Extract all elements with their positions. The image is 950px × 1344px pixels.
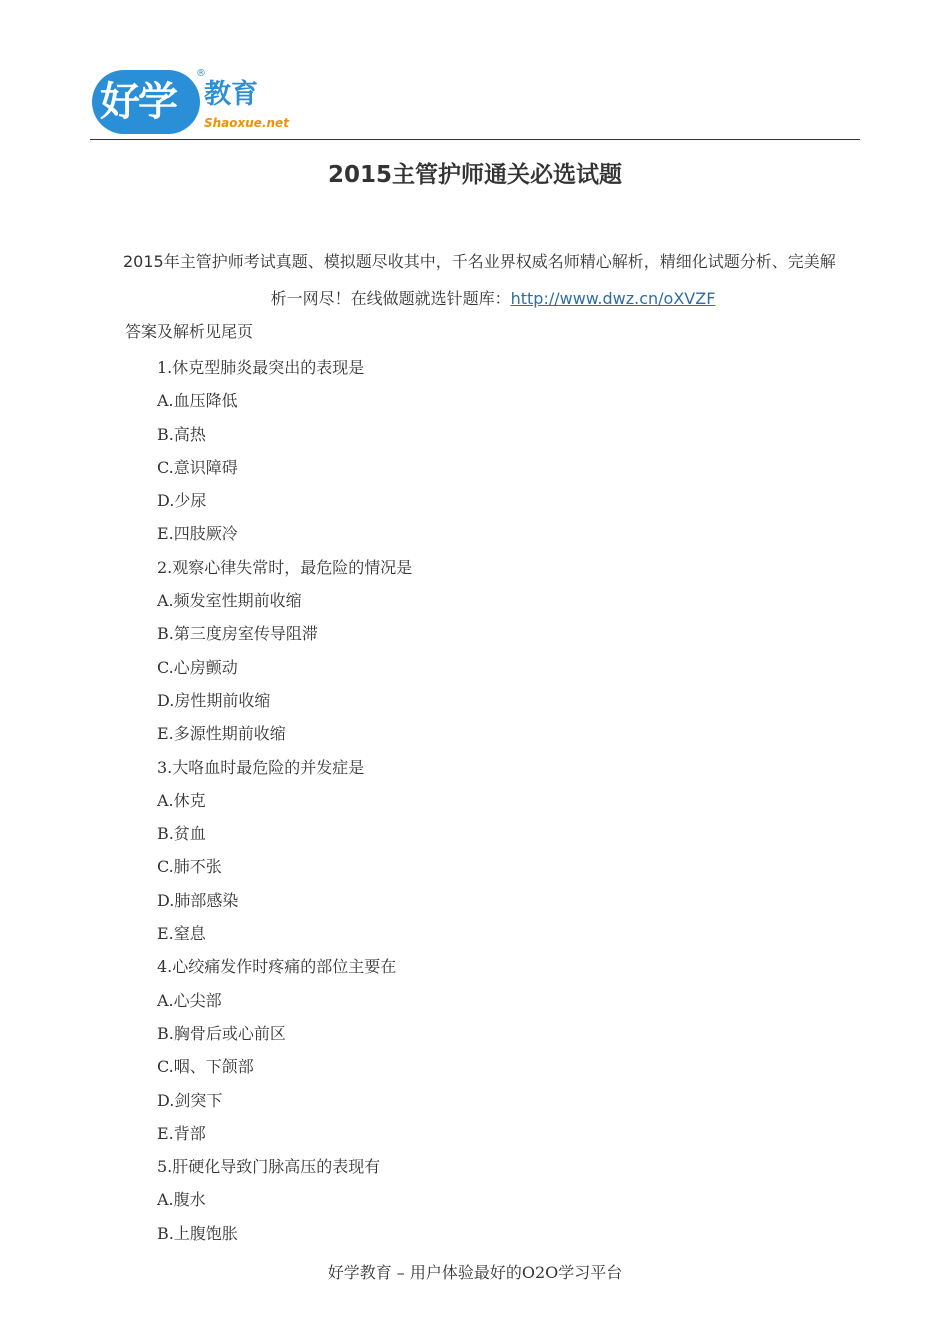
answer-option: A.心尖部 — [157, 990, 222, 1010]
document-title: 2015主管护师通关必选试题 — [327, 162, 622, 188]
haoxue-logo — [90, 64, 289, 140]
answer-option: B.胸骨后或心前区 — [157, 1023, 286, 1043]
answer-option: A.血压降低 — [157, 391, 238, 411]
answer-option: D.少尿 — [157, 491, 207, 511]
answer-option: D.剑突下 — [157, 1090, 223, 1110]
intro-line-2-text: 析一网尽！在线做题就选针题库： — [270, 289, 511, 308]
answer-option: C.咽、下颌部 — [157, 1057, 254, 1077]
intro-line-2 — [123, 280, 863, 317]
question-stem: 4.心绞痛发作时疼痛的部位主要在 — [157, 957, 397, 977]
answer-option: B.高热 — [157, 424, 206, 444]
question-stem: 2.观察心律失常时，最危险的情况是 — [157, 557, 413, 577]
answer-note: 答案及解析见尾页 — [125, 322, 254, 341]
page-header — [90, 62, 860, 140]
header-divider — [90, 139, 860, 140]
question-stem: 3.大咯血时最危险的并发症是 — [157, 757, 365, 777]
answer-option: C.意识障碍 — [157, 457, 238, 477]
answer-option: D.房性期前收缩 — [157, 690, 271, 710]
answer-option: E.背部 — [157, 1123, 206, 1143]
answer-option: E.四肢厥冷 — [157, 524, 238, 544]
logo-main-text: 好学 — [100, 79, 176, 125]
answer-option: A.腹水 — [157, 1190, 206, 1210]
logo-domain-text: Shaoxue.net — [204, 116, 289, 130]
answer-option: B.第三度房室传导阻滞 — [157, 624, 318, 644]
question-bank-link[interactable]: http://www.dwz.cn/oXVZF — [510, 289, 716, 308]
answer-option: B.贫血 — [157, 824, 206, 844]
answer-option: A.频发室性期前收缩 — [157, 591, 302, 611]
answer-option: A.休克 — [157, 790, 206, 810]
answer-option: C.心房颤动 — [157, 657, 238, 677]
page-footer: 好学教育 – 用户体验最好的O2O学习平台 — [327, 1263, 623, 1282]
intro-paragraph — [123, 243, 863, 317]
answer-option: E.窒息 — [157, 924, 206, 944]
logo-side-text: 教育 — [204, 79, 258, 110]
answer-option: E.多源性期前收缩 — [157, 724, 286, 744]
question-stem: 5.肝硬化导致门脉高压的表现有 — [157, 1157, 381, 1177]
answer-option: C.肺不张 — [157, 857, 222, 877]
logo-registered-mark: ® — [196, 68, 206, 79]
question-stem: 1.休克型肺炎最突出的表现是 — [157, 358, 365, 377]
answer-option: D.肺部感染 — [157, 890, 239, 910]
intro-line-1: 2015年主管护师考试真题、模拟题尽收其中，千名业界权威名师精心解析，精细化试题分析、完美解 — [123, 252, 836, 271]
answer-option: B.上腹饱胀 — [157, 1223, 238, 1243]
question-list — [157, 351, 412, 1250]
